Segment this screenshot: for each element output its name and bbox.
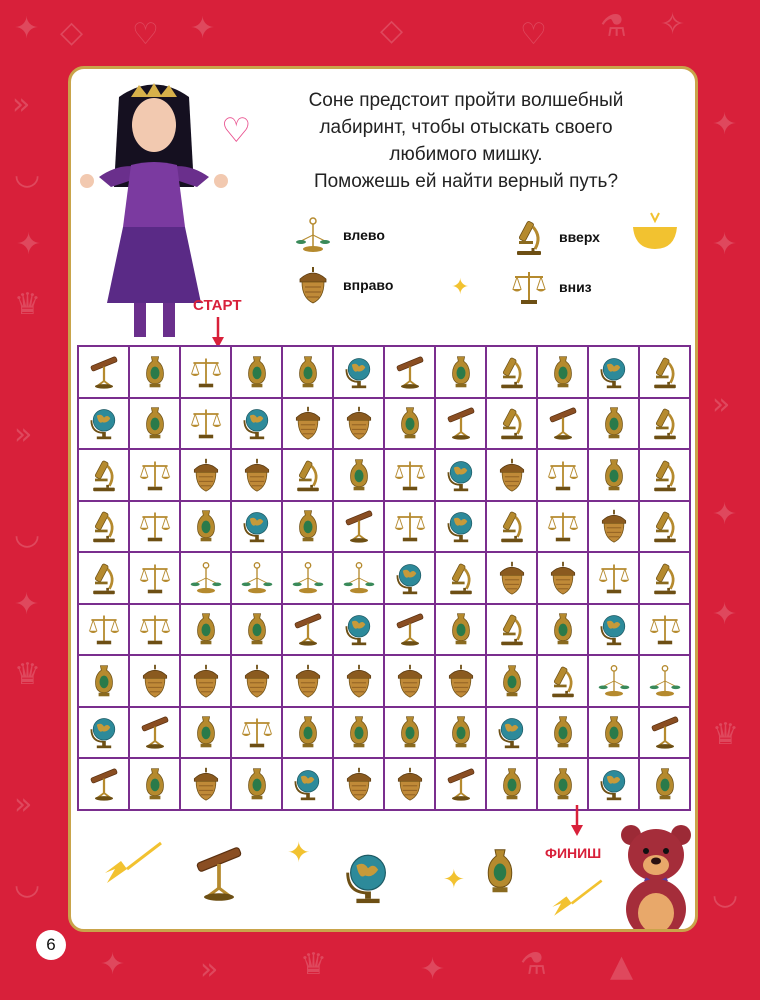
telescope-icon: [290, 609, 326, 649]
legend-up: [509, 217, 600, 257]
vase-icon: [188, 506, 224, 546]
acorn-icon: [293, 265, 333, 305]
maze-cell[interactable]: [79, 502, 130, 554]
star-icon: ✦: [712, 107, 738, 142]
globe-icon: [341, 352, 377, 392]
maze-cell[interactable]: [385, 605, 436, 657]
maze-cell[interactable]: [385, 708, 436, 760]
balance-icon: [137, 609, 173, 649]
bowl-icon: ◡: [712, 877, 739, 912]
acorn-icon: [188, 661, 224, 701]
maze-cell[interactable]: [640, 759, 691, 811]
vase-icon: [545, 609, 581, 649]
gem-icon: ◇: [380, 13, 404, 48]
balance-icon: [86, 609, 122, 649]
maze-cell[interactable]: [385, 759, 436, 811]
vase-icon: [137, 352, 173, 392]
balance-icon: [137, 558, 173, 598]
maze-cell[interactable]: [589, 553, 640, 605]
globe-icon: [239, 506, 275, 546]
maze-cell[interactable]: [130, 605, 181, 657]
telescope-icon: [443, 764, 479, 804]
heart-outline-icon: ♡: [520, 17, 547, 52]
potion-icon: ⚗: [600, 9, 627, 44]
maze-cell[interactable]: [232, 553, 283, 605]
balance-icon: [137, 506, 173, 546]
star-icon: ✦: [100, 947, 126, 982]
maze-cell[interactable]: [232, 347, 283, 399]
maze-cell[interactable]: [487, 553, 538, 605]
legend-right-label: вправо: [343, 277, 394, 293]
maze-cell[interactable]: [79, 399, 130, 451]
vase-icon: [545, 764, 581, 804]
globe-icon: [239, 403, 275, 443]
maze-cell[interactable]: [487, 605, 538, 657]
acorn-icon: [239, 661, 275, 701]
vase-icon: [596, 455, 632, 495]
sparkle-icon: ✦: [451, 275, 470, 300]
heart-outline-icon: ♡: [132, 17, 159, 52]
maze-cell[interactable]: [436, 656, 487, 708]
maze-cell[interactable]: [487, 759, 538, 811]
instructions-text: [266, 87, 666, 195]
acorn-icon: [290, 661, 326, 701]
bowl-icon: ◡: [14, 517, 41, 552]
maze-cell[interactable]: [334, 502, 385, 554]
start-label: СТАРТ: [193, 297, 242, 314]
balance-icon: [188, 352, 224, 392]
balance-icon: [392, 455, 428, 495]
microscope-icon: [494, 609, 530, 649]
maze-cell[interactable]: [538, 553, 589, 605]
maze-cell[interactable]: [283, 553, 334, 605]
crown-icon: ♛: [712, 717, 739, 752]
telescope-icon: [341, 506, 377, 546]
legend-right: [293, 265, 393, 305]
maze-cell[interactable]: [589, 605, 640, 657]
acorn-icon: [341, 403, 377, 443]
maze-cell[interactable]: [283, 708, 334, 760]
globe-icon: [86, 712, 122, 752]
globe-icon: [443, 506, 479, 546]
bowl-icon: ◡: [14, 157, 41, 192]
vase-icon: [392, 403, 428, 443]
maze-cell[interactable]: [538, 605, 589, 657]
acorn-icon: [341, 764, 377, 804]
globe-icon: [596, 764, 632, 804]
maze-cell[interactable]: [130, 708, 181, 760]
globe-icon: [392, 558, 428, 598]
scales-icon: [647, 661, 683, 701]
maze-cell[interactable]: [640, 399, 691, 451]
maze-cell[interactable]: [589, 450, 640, 502]
teddy-bear-illustration: [611, 821, 698, 932]
maze-cell[interactable]: [79, 347, 130, 399]
vase-icon: [443, 712, 479, 752]
maze-cell[interactable]: [640, 656, 691, 708]
maze-cell[interactable]: [283, 759, 334, 811]
maze-cell[interactable]: [385, 399, 436, 451]
maze-cell[interactable]: [79, 708, 130, 760]
maze-cell[interactable]: [130, 656, 181, 708]
maze-cell[interactable]: [334, 347, 385, 399]
maze-cell[interactable]: [589, 656, 640, 708]
telescope-icon: [647, 712, 683, 752]
maze-cell[interactable]: [334, 656, 385, 708]
maze-cell[interactable]: [181, 708, 232, 760]
maze-cell[interactable]: [538, 347, 589, 399]
star-icon: ✦: [14, 11, 40, 46]
maze-cell[interactable]: [130, 759, 181, 811]
maze-cell[interactable]: [130, 502, 181, 554]
maze-cell[interactable]: [181, 399, 232, 451]
vase-icon: [545, 352, 581, 392]
vase-icon: [443, 609, 479, 649]
maze-cell[interactable]: [79, 759, 130, 811]
vase-icon: [341, 712, 377, 752]
maze-cell[interactable]: [436, 347, 487, 399]
telescope-icon: [137, 712, 173, 752]
microscope-icon: [647, 352, 683, 392]
microscope-icon: [290, 455, 326, 495]
maze-cell[interactable]: [487, 708, 538, 760]
microscope-icon: [443, 558, 479, 598]
star-icon: ✦: [16, 227, 42, 262]
maze-cell[interactable]: [181, 553, 232, 605]
star-icon: ✦: [14, 587, 40, 622]
maze-cell[interactable]: [181, 502, 232, 554]
maze-cell[interactable]: [385, 553, 436, 605]
microscope-icon: [509, 217, 549, 257]
globe-icon: [596, 609, 632, 649]
vase-icon: [443, 352, 479, 392]
chevron-icon: »: [14, 787, 33, 822]
balance-icon: [392, 506, 428, 546]
telescope-icon: [443, 403, 479, 443]
crown-icon: ♛: [300, 947, 327, 982]
globe-icon: [596, 352, 632, 392]
maze-cell[interactable]: [436, 502, 487, 554]
maze-cell[interactable]: [538, 708, 589, 760]
acorn-icon: [239, 455, 275, 495]
maze-cell[interactable]: [487, 502, 538, 554]
balance-icon: [647, 609, 683, 649]
vase-icon: [239, 609, 275, 649]
maze-cell[interactable]: [436, 450, 487, 502]
scales-icon: [290, 558, 326, 598]
maze-cell[interactable]: [283, 656, 334, 708]
vase-icon: [341, 455, 377, 495]
maze-cell[interactable]: [232, 656, 283, 708]
scales-icon: [188, 558, 224, 598]
vase-icon: [290, 712, 326, 752]
acorn-icon: [137, 661, 173, 701]
vase-icon: [545, 712, 581, 752]
maze-cell[interactable]: [232, 399, 283, 451]
maze-cell[interactable]: [283, 399, 334, 451]
star-icon: ✦: [190, 11, 216, 46]
magic-bowl-icon: [629, 209, 681, 253]
vase-icon: [596, 403, 632, 443]
maze-cell[interactable]: [79, 656, 130, 708]
maze-cell[interactable]: [79, 450, 130, 502]
chevron-icon: »: [200, 952, 219, 987]
maze-cell[interactable]: [589, 759, 640, 811]
star-icon: ✦: [712, 227, 738, 262]
vase-icon: [188, 712, 224, 752]
potion-icon: ⚗: [520, 947, 547, 982]
vase-icon: [137, 403, 173, 443]
maze-cell[interactable]: [589, 502, 640, 554]
maze-cell[interactable]: [385, 502, 436, 554]
maze-cell[interactable]: [232, 759, 283, 811]
gem-icon: ◇: [60, 15, 84, 50]
maze-cell[interactable]: [487, 399, 538, 451]
maze-cell[interactable]: [334, 553, 385, 605]
maze-cell[interactable]: [436, 605, 487, 657]
heart-outline-icon: ♡: [221, 111, 252, 151]
telescope-icon: [189, 843, 249, 903]
maze-cell[interactable]: [640, 347, 691, 399]
acorn-icon: [188, 764, 224, 804]
magic-broom-icon: [547, 877, 607, 921]
instructions-line: любимого мишку.: [389, 144, 543, 165]
vase-icon: [290, 506, 326, 546]
balance-icon: [239, 712, 275, 752]
maze-cell[interactable]: [232, 502, 283, 554]
telescope-icon: [392, 352, 428, 392]
balance-icon: [596, 558, 632, 598]
chevron-icon: »: [712, 387, 731, 422]
star-icon: ✦: [420, 952, 446, 987]
acorn-icon: [341, 661, 377, 701]
microscope-icon: [86, 558, 122, 598]
maze-cell[interactable]: [487, 450, 538, 502]
chevron-icon: »: [14, 417, 33, 452]
maze-cell[interactable]: [283, 347, 334, 399]
vase-icon: [494, 661, 530, 701]
puzzle-page: [68, 66, 698, 932]
maze-cell[interactable]: [487, 656, 538, 708]
star-icon: ✦: [712, 497, 738, 532]
maze-cell[interactable]: [385, 347, 436, 399]
finish-arrow-icon: [571, 805, 583, 837]
maze-cell[interactable]: [640, 450, 691, 502]
maze-cell[interactable]: [232, 605, 283, 657]
acorn-icon: [188, 455, 224, 495]
instructions-line: Соне предстоит пройти волшебный: [308, 90, 624, 111]
scales-icon: [239, 558, 275, 598]
maze-cell[interactable]: [232, 450, 283, 502]
crown-icon: ♛: [14, 287, 41, 322]
maze-cell[interactable]: [436, 553, 487, 605]
maze-cell[interactable]: [79, 553, 130, 605]
star-icon: ✦: [712, 597, 738, 632]
maze-cell[interactable]: [79, 605, 130, 657]
maze-cell[interactable]: [283, 450, 334, 502]
microscope-icon: [647, 506, 683, 546]
acorn-icon: [392, 764, 428, 804]
sparkle-icon: ✦: [443, 865, 465, 895]
maze-cell[interactable]: [334, 399, 385, 451]
vase-icon: [392, 712, 428, 752]
maze-cell[interactable]: [385, 656, 436, 708]
vase-icon: [596, 712, 632, 752]
maze-grid: [77, 345, 691, 811]
globe-icon: [290, 764, 326, 804]
microscope-icon: [86, 455, 122, 495]
maze-cell[interactable]: [181, 656, 232, 708]
maze-cell[interactable]: [181, 605, 232, 657]
globe-icon: [494, 712, 530, 752]
vase-icon: [239, 352, 275, 392]
maze-cell[interactable]: [436, 759, 487, 811]
maze-cell[interactable]: [334, 759, 385, 811]
maze-cell[interactable]: [181, 759, 232, 811]
microscope-icon: [647, 403, 683, 443]
acorn-icon: [443, 661, 479, 701]
maze-cell[interactable]: [640, 605, 691, 657]
microscope-icon: [494, 352, 530, 392]
maze-cell[interactable]: [334, 450, 385, 502]
maze-cell[interactable]: [334, 708, 385, 760]
microscope-icon: [494, 506, 530, 546]
maze-cell[interactable]: [589, 399, 640, 451]
telescope-icon: [86, 764, 122, 804]
vase-icon: [239, 764, 275, 804]
maze-cell[interactable]: [385, 450, 436, 502]
chevron-icon: »: [12, 87, 31, 122]
crown-icon: ♛: [14, 657, 41, 692]
legend-down-label: вниз: [559, 279, 592, 295]
instructions-line: Поможешь ей найти верный путь?: [313, 171, 619, 192]
maze-cell[interactable]: [130, 553, 181, 605]
maze-cell[interactable]: [232, 708, 283, 760]
maze-cell[interactable]: [130, 399, 181, 451]
vase-icon: [475, 839, 525, 903]
scales-icon: [293, 215, 333, 255]
vase-icon: [137, 764, 173, 804]
scales-icon: [341, 558, 377, 598]
microscope-icon: [647, 455, 683, 495]
legend-up-label: вверх: [559, 229, 600, 245]
maze-cell[interactable]: [538, 450, 589, 502]
maze-cell[interactable]: [538, 502, 589, 554]
acorn-icon: [494, 558, 530, 598]
legend-down: [509, 267, 592, 307]
scales-icon: [596, 661, 632, 701]
globe-icon: [341, 609, 377, 649]
acorn-icon: [545, 558, 581, 598]
acorn-icon: [596, 506, 632, 546]
maze-cell[interactable]: [181, 450, 232, 502]
globe-icon: [339, 847, 397, 907]
maze-cell[interactable]: [487, 347, 538, 399]
acorn-icon: [494, 455, 530, 495]
telescope-icon: [392, 609, 428, 649]
globe-icon: [443, 455, 479, 495]
maze-cell[interactable]: [640, 502, 691, 554]
maze-cell[interactable]: [589, 708, 640, 760]
page-number: 6: [36, 930, 66, 960]
vase-icon: [188, 609, 224, 649]
maze-cell[interactable]: [640, 553, 691, 605]
balance-icon: [509, 267, 549, 307]
vase-icon: [86, 661, 122, 701]
maze-cell[interactable]: [538, 399, 589, 451]
balance-icon: [137, 455, 173, 495]
wizard-hat-icon: ▲: [610, 949, 634, 984]
maze-cell[interactable]: [436, 399, 487, 451]
maze-cell[interactable]: [334, 605, 385, 657]
balance-icon: [188, 403, 224, 443]
telescope-icon: [86, 352, 122, 392]
bowl-icon: ◡: [14, 867, 41, 902]
microscope-icon: [86, 506, 122, 546]
maze-cell[interactable]: [538, 759, 589, 811]
telescope-icon: [545, 403, 581, 443]
maze-cell[interactable]: [640, 708, 691, 760]
finish-label: ФИНИШ: [545, 845, 602, 861]
maze-cell[interactable]: [283, 605, 334, 657]
globe-icon: [86, 403, 122, 443]
balance-icon: [545, 506, 581, 546]
sparkle-icon: ✦: [287, 836, 311, 869]
magic-broom-icon: [101, 839, 165, 889]
vase-icon: [647, 764, 683, 804]
legend-left: [293, 215, 385, 255]
maze-cell[interactable]: [436, 708, 487, 760]
maze-cell[interactable]: [589, 347, 640, 399]
microscope-icon: [545, 661, 581, 701]
acorn-icon: [392, 661, 428, 701]
vase-icon: [290, 352, 326, 392]
maze-cell[interactable]: [283, 502, 334, 554]
maze-cell[interactable]: [538, 656, 589, 708]
maze-cell[interactable]: [130, 450, 181, 502]
vase-icon: [494, 764, 530, 804]
instructions-line: лабиринт, чтобы отыскать своего: [319, 117, 613, 138]
balance-icon: [545, 455, 581, 495]
acorn-icon: [290, 403, 326, 443]
legend-left-label: влево: [343, 227, 385, 243]
microscope-icon: [647, 558, 683, 598]
maze-cell[interactable]: [130, 347, 181, 399]
microscope-icon: [494, 403, 530, 443]
wand-icon: ✧: [660, 7, 686, 42]
maze-cell[interactable]: [181, 347, 232, 399]
